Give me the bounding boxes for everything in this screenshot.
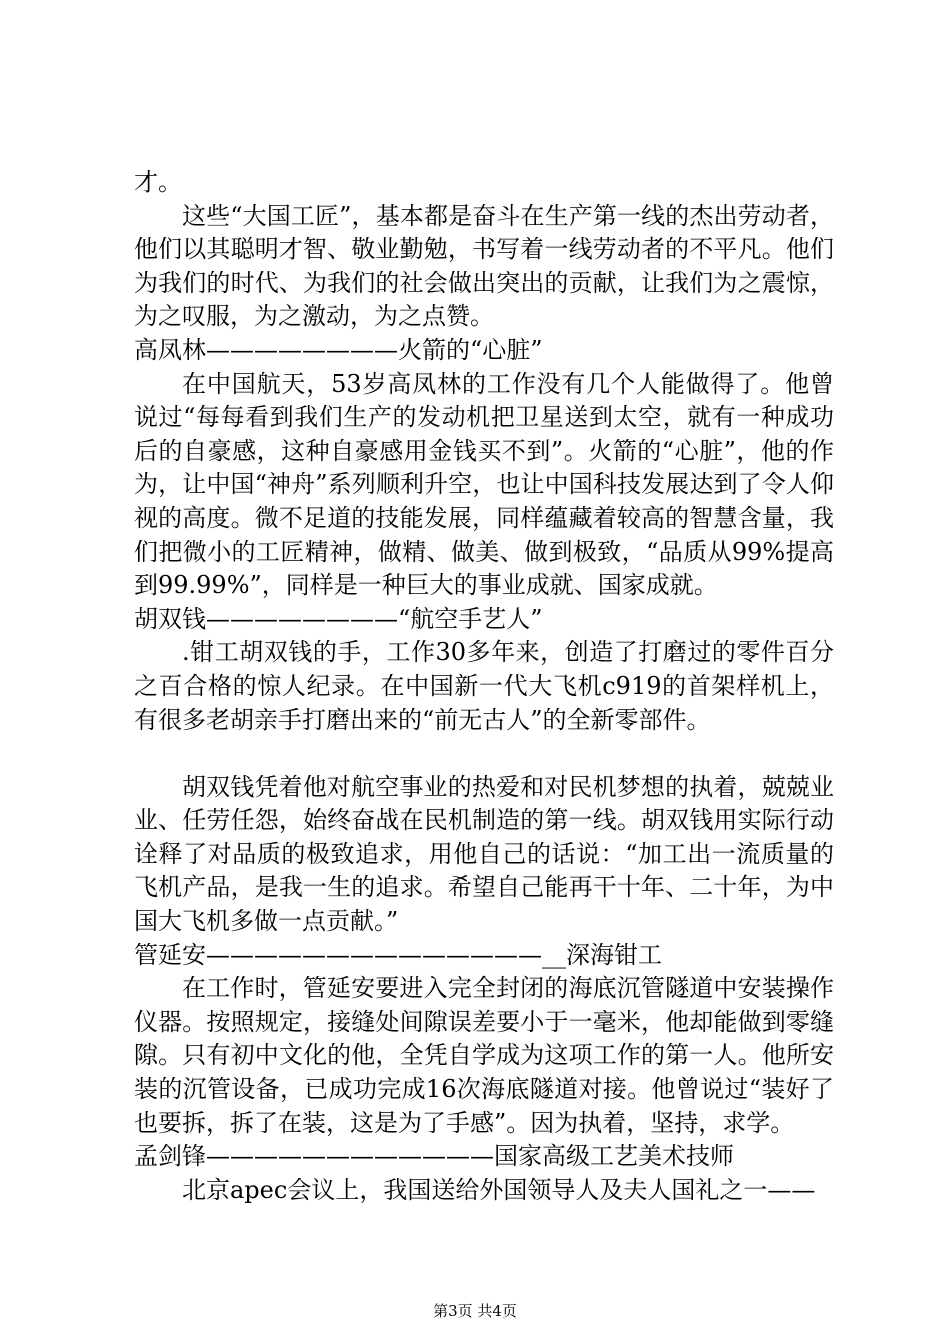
paragraph-guan-yanan: 在工作时，管延安要进入完全封闭的海底沉管隧道中安装操作仪器。按照规定，接缝处间隙误差要小于一毫米，他却能做到零缝隙。只有初中文化的他，全凭自学成为这项工作的第一人。他所安装的沉管设备，已成功完成16次海底隧道对接。他曾说过“装好了也要拆，拆了在装，这是为了手感”。因为执着，坚持，求学。 bbox=[134, 974, 834, 1137]
blank-line bbox=[134, 737, 834, 771]
page-number-label: 第3页 共4页 bbox=[433, 1302, 517, 1320]
paragraph-meng-jianfeng: 北京apec会议上，我国送给外国领导人及夫人国礼之一—— bbox=[182, 1175, 816, 1204]
paragraph-gao-fenglin: 在中国航天，53岁高凤林的工作没有几个人能做得了。他曾说过“每每看到我们生产的发动机把卫星送到太空，就有一种成功后的自豪感，这种自豪感用金钱买不到”。火箭的“心脏”，他的作为，让中国“神舟”系列顺利升空，也让中国科技发展达到了令人仰视的高度。微不足道的技能发展，同样蕴藏着较高的智慧含量，我们把微小的工匠精神，做精、做美、做到极致，“品质从99%提高到99.99%”，同样是一种巨大的事业成就、国家成就。 bbox=[134, 369, 834, 600]
document-body bbox=[134, 166, 834, 1207]
page-footer bbox=[0, 1300, 950, 1321]
section-heading-meng-jianfeng: 孟剑锋————————————国家高级工艺美术技师 bbox=[134, 1142, 734, 1171]
paragraph-intro: 这些“大国工匠”，基本都是奋斗在生产第一线的杰出劳动者，他们以其聪明才智、敬业勤勉，书写着一线劳动者的不平凡。他们为我们的时代、为我们的社会做出突出的贡献，让我们为之震惊，为之叹服，为之激动，为之点赞。 bbox=[134, 201, 834, 331]
section-heading-hu-shuangqian: 胡双钱————————“航空手艺人” bbox=[134, 604, 543, 633]
section-heading-guan-yanan: 管延安——————————————__深海钳工 bbox=[134, 940, 662, 969]
paragraph-hu-shuangqian-2: 胡双钱凭着他对航空事业的热爱和对民机梦想的执着，兢兢业业、任劳任怨，始终奋战在民机制造的第一线。胡双钱用实际行动诠释了对品质的极致追求，用他自己的话说：“加工出一流质量的飞机产品，是我一生的追求。希望自己能再干十年、二十年，为中国大飞机多做一点贡献。” bbox=[134, 772, 834, 936]
section-heading-gao-fenglin: 高凤林————————火箭的“心脏” bbox=[134, 335, 543, 364]
paragraph-continuation: 才。 bbox=[134, 168, 182, 196]
paragraph-hu-shuangqian-1: .钳工胡双钱的手，工作30多年来，创造了打磨过的零件百分之百合格的惊人纪录。在中国新一代大飞机c919的首架样机上，有很多老胡亲手打磨出来的“前无古人”的全新零部件。 bbox=[134, 638, 834, 734]
